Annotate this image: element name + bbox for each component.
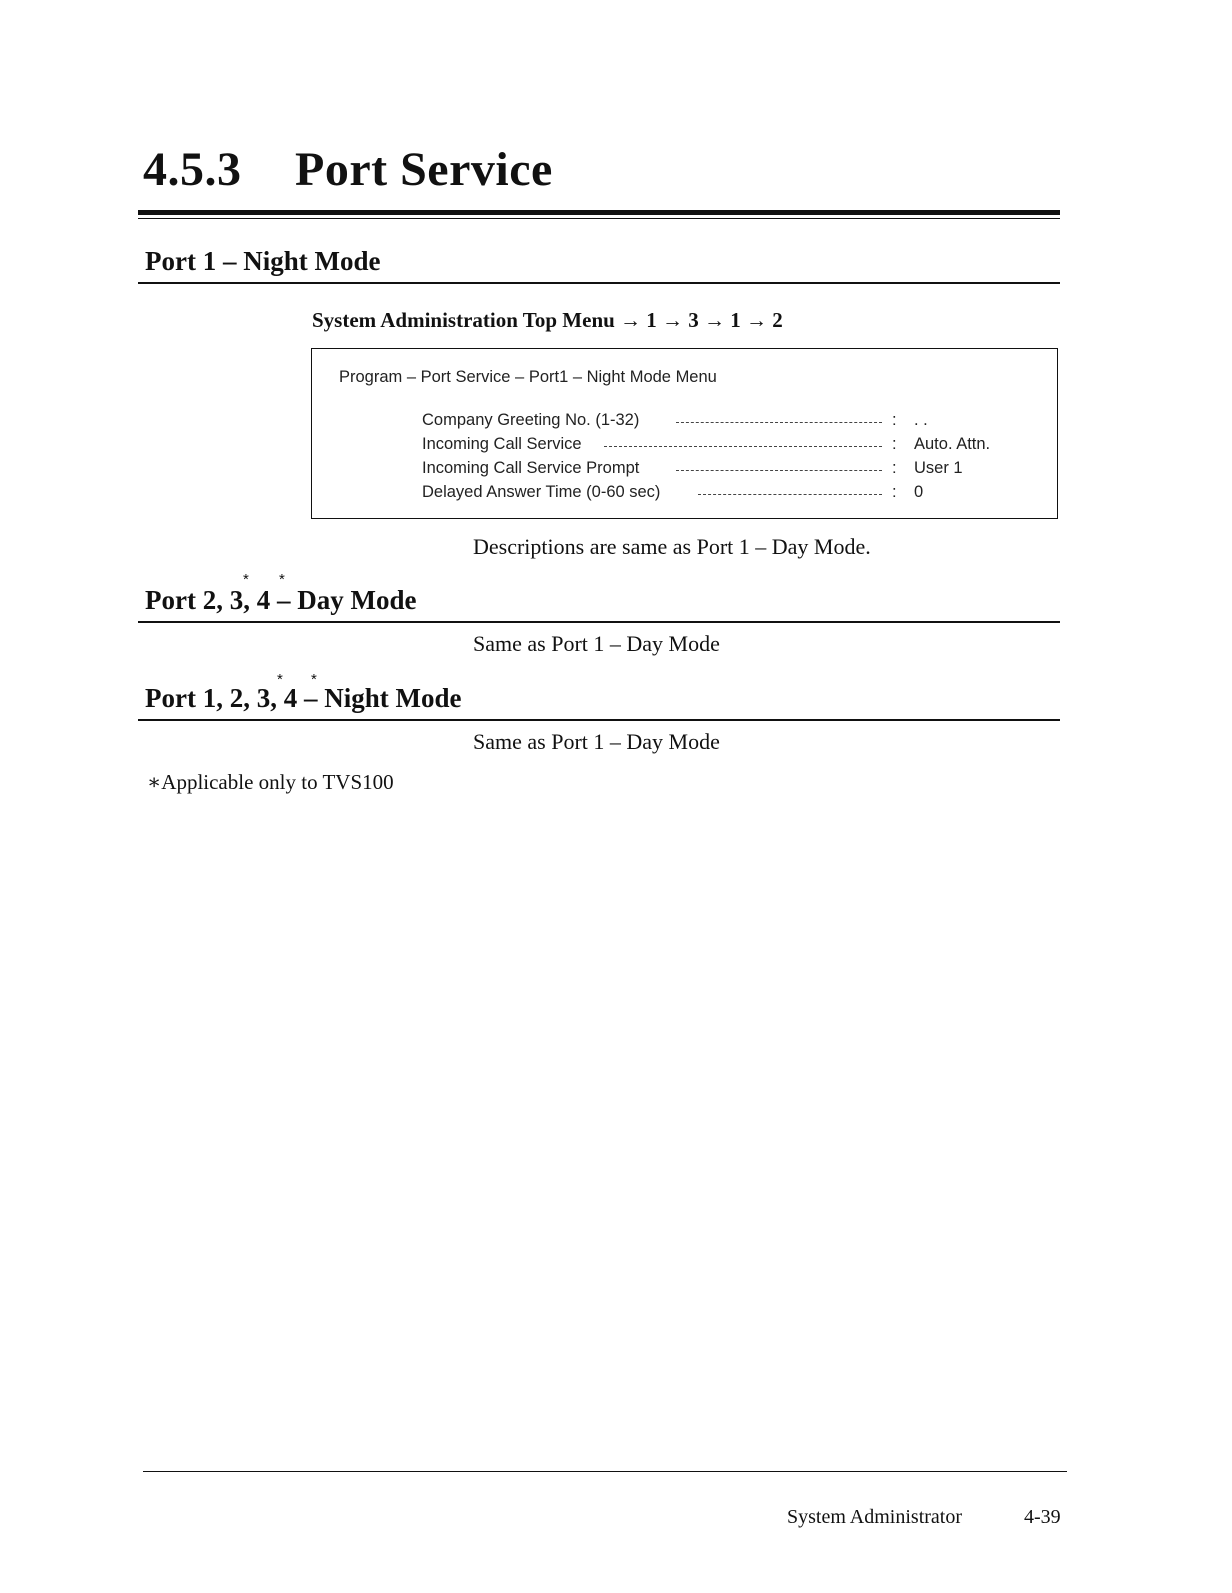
asterisk-mark: * xyxy=(311,671,317,688)
section-heading-port1-night: Port 1 – Night Mode xyxy=(145,246,381,276)
row-label: Company Greeting No. (1-32) xyxy=(422,411,640,429)
footnote: ∗Applicable only to TVS100 xyxy=(147,770,394,794)
leader-line xyxy=(676,470,882,471)
heading-part: 3 xyxy=(229,585,244,615)
heading-part: 4 xyxy=(256,585,271,615)
title-rule-thick xyxy=(138,210,1060,215)
screen-box xyxy=(311,348,1058,519)
row-label: Incoming Call Service Prompt xyxy=(422,459,640,477)
leader-line xyxy=(604,446,882,447)
row-separator: : xyxy=(892,459,897,477)
chapter-name: Port Service xyxy=(295,143,553,196)
section-note: Same as Port 1 – Day Mode xyxy=(473,631,720,656)
screen-header: Program – Port Service – Port1 – Night Mode Menu xyxy=(339,368,717,386)
screen-row xyxy=(422,435,991,454)
row-separator: : xyxy=(892,411,897,429)
leader-line xyxy=(676,422,882,423)
section-rule xyxy=(138,282,1060,284)
menu-path: System Administration Top Menu → 1 → 3 → 1 → 2 xyxy=(312,308,783,332)
section-heading-port234-day xyxy=(145,585,416,616)
section-rule xyxy=(138,719,1060,721)
row-value: User 1 xyxy=(914,459,963,477)
page-number: 4-39 xyxy=(1024,1506,1061,1528)
footer-label: System Administrator xyxy=(787,1506,962,1528)
asterisk-mark: * xyxy=(279,571,285,588)
row-label: Delayed Answer Time (0-60 sec) xyxy=(422,483,661,501)
chapter-number: 4.5.3 xyxy=(143,143,242,196)
heading-part: Port 1, 2, xyxy=(145,683,257,713)
heading-part: Port 2, xyxy=(145,585,230,615)
footer-rule xyxy=(143,1471,1067,1472)
heading-part: 4 xyxy=(283,683,298,713)
screen-row xyxy=(422,459,963,478)
row-value: Auto. Attn. xyxy=(914,435,991,453)
asterisk-mark: * xyxy=(243,571,249,588)
title-rule-thin xyxy=(138,218,1060,219)
heading-part: – Night Mode xyxy=(297,683,462,713)
section-heading-port1234-night xyxy=(145,683,461,714)
heading-part: 3 xyxy=(256,683,271,713)
chapter-title xyxy=(143,142,553,197)
row-label: Incoming Call Service xyxy=(422,435,582,453)
asterisk-mark: * xyxy=(277,671,283,688)
descriptions-note: Descriptions are same as Port 1 – Day Mode. xyxy=(473,534,871,559)
row-value: 0 xyxy=(914,483,924,501)
screen-row xyxy=(422,483,924,502)
row-separator: : xyxy=(892,483,897,501)
row-separator: : xyxy=(892,435,897,453)
heading-part: , xyxy=(270,683,284,713)
row-value: . . xyxy=(914,411,928,429)
screen-row xyxy=(422,411,928,430)
heading-part: , xyxy=(243,585,257,615)
section-rule xyxy=(138,621,1060,623)
section-note: Same as Port 1 – Day Mode xyxy=(473,729,720,754)
leader-line xyxy=(698,494,882,495)
heading-part: – Day Mode xyxy=(270,585,417,615)
